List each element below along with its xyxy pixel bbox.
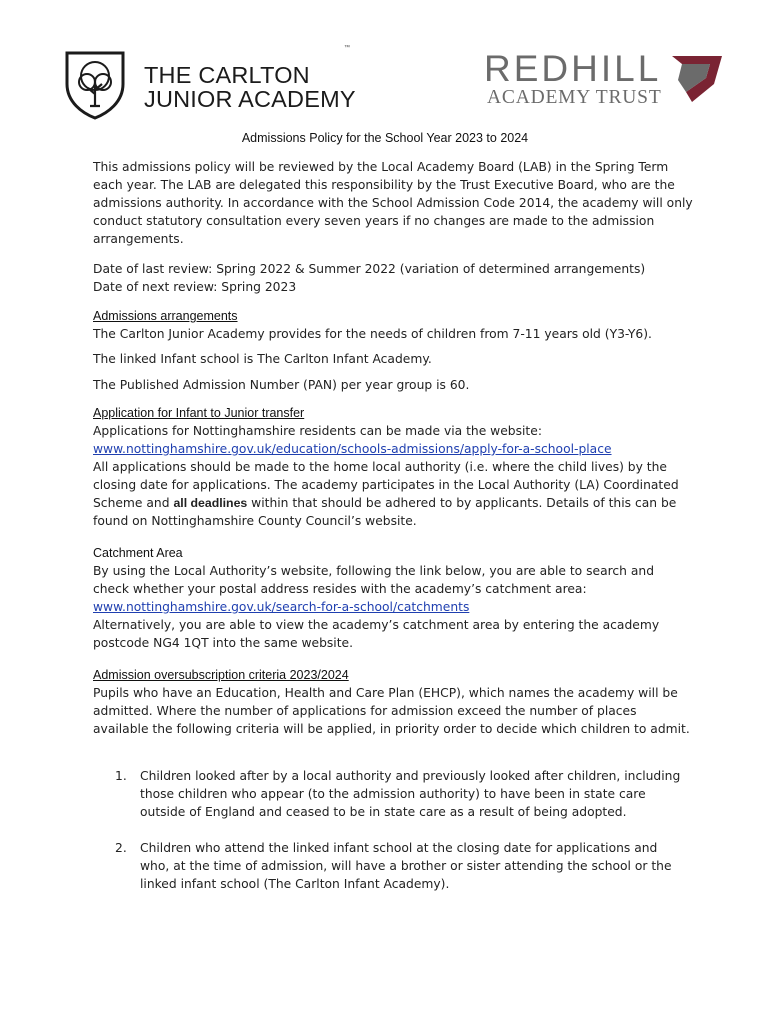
transfer-p1: Applications for Nottinghamshire residents can be made via the website:: [93, 424, 542, 438]
transfer-p2-end: within that should be adhered to by applicants. Details of this can be found on Nottinghamshire County Council’s website.: [93, 496, 677, 528]
transfer-heading: Application for Infant to Junior transfer: [93, 406, 305, 420]
criteria-p1: Pupils who have an Education, Health and Care Plan (EHCP), which names the academy will be admitted. Where the number of applications for admission exceed the number of places available the following criteria will be applied, in priority order to decide which children to admit.: [93, 686, 690, 736]
list-number: 2.: [115, 841, 127, 855]
catchment-heading: Catchment Area: [93, 546, 183, 560]
list-text: Children who attend the linked infant school at the closing date for applications and who, at the time of admission, will have a brother or sister attending the school or the linked infant school (The Carlton Infant Academy).: [140, 841, 672, 891]
all-deadlines-text: all deadlines: [173, 496, 248, 510]
document-title: Admissions Policy for the School Year 2023 to 2024: [241, 131, 529, 145]
arrangements-p2: The linked Infant school is The Carlton Infant Academy.: [93, 352, 432, 366]
review-next: Date of next review: Spring 2023: [93, 280, 297, 294]
catchment-p2: Alternatively, you are able to view the academy’s catchment area by entering the academy postcode NG4 1QT into the same website.: [93, 618, 660, 650]
transfer-p2: [93, 458, 693, 530]
review-dates: [93, 260, 693, 296]
catchments-link[interactable]: www.nottinghamshire.gov.uk/search-for-a-school/catchments: [93, 600, 470, 614]
carlton-line2: JUNIOR ACADEMY: [144, 86, 356, 112]
criteria-heading: Admission oversubscription criteria 2023/2024: [93, 668, 349, 682]
review-last: Date of last review: Spring 2022 & Summer 2022 (variation of determined arrangements): [93, 262, 646, 276]
carlton-line1: THE CARLTON: [144, 62, 310, 88]
carlton-logo: [64, 50, 364, 122]
intro-paragraph: [93, 158, 693, 248]
tree-crest-icon: [64, 50, 126, 120]
list-number: 1.: [115, 769, 127, 783]
redhill-word: REDHILL: [484, 48, 662, 89]
arrangements-p1: The Carlton Junior Academy provides for the needs of children from 7-11 years old (Y3-Y6).: [93, 327, 652, 341]
catchment-p1: By using the Local Authority’s website, following the link below, you are able to search and check whether your postal address resides with the academy’s catchment area:: [93, 564, 655, 596]
trademark-symbol: ™: [344, 45, 350, 51]
transfer-section: [93, 422, 693, 530]
transfer-p2-start: All applications should be made to the home local authority (i.e. where the child lives) by the closing date for applications. The academy participates in the Local Authority (LA) Coordinated Scheme and: [93, 460, 679, 510]
list-text: Children looked after by a local authority and previously looked after children, including those children who appear (to the admission authority) to have been in state care outside of England and ceased to be in state care as a result of being adopted.: [140, 769, 681, 819]
redhill-subtitle: ACADEMY TRUST: [487, 87, 662, 108]
catchment-section: [93, 562, 693, 652]
arrangements-p3: The Published Admission Number (PAN) per year group is 60.: [93, 378, 470, 392]
intro-text: This admissions policy will be reviewed by the Local Academy Board (LAB) in the Spring Term each year. The LAB are delegated this responsibility by the Trust Executive Board, who are the admissions authority. In accordance with the School Admission Code 2014, the academy will only conduct statutory consultation every seven years if no changes are made to the admission arrangements.: [93, 160, 693, 246]
apply-school-place-link[interactable]: www.nottinghamshire.gov.uk/education/schools-admissions/apply-for-a-school-place: [93, 442, 612, 456]
arrangements-heading: Admissions arrangements: [93, 309, 238, 323]
carlton-name: [144, 63, 356, 111]
redhill-logo: [484, 48, 732, 112]
redhill-shield-icon: [670, 54, 724, 104]
